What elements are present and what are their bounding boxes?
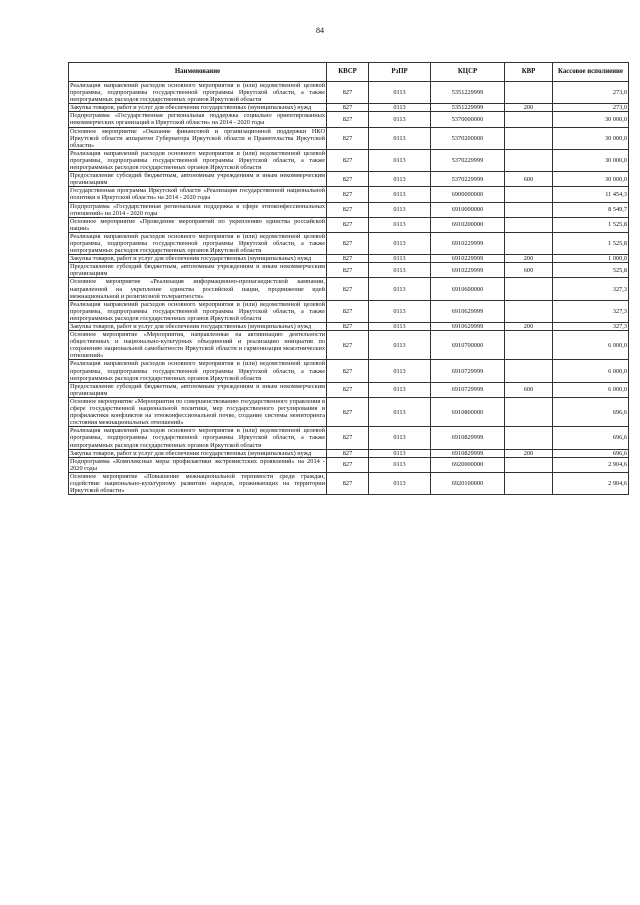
cell-sum: 696,6 xyxy=(553,449,629,457)
cell-kvsr: 827 xyxy=(327,263,369,278)
cell-rzpr: 0113 xyxy=(369,104,431,112)
cell-name: Основное мероприятие «Мероприятия по совершенствованию государственного управления в сфере государственной национальной политики, мер государственного регулирования и профилактики конфликтов на этноконфессиональной почве, создание системы мониторинга состояния межнациональных отношений» xyxy=(70,397,325,427)
cell-name: Реализация направлений расходов основного мероприятия и (или) ведомственной целевой программы, подпрограммы государственной программы Иркутской области, а также непрограммных расходов государственных органов Иркутской области xyxy=(70,149,325,172)
cell-sum: 525,8 xyxy=(553,263,629,278)
cell-sum: 273,0 xyxy=(553,82,629,104)
cell-kvsr: 827 xyxy=(327,232,369,254)
cell-kvr xyxy=(505,82,553,104)
cell-sum: 6 000,0 xyxy=(553,382,629,397)
cell-kcsr: 5351229999 xyxy=(431,82,505,104)
table-row xyxy=(69,187,629,202)
cell-kvsr: 827 xyxy=(327,397,369,426)
cell-kvsr: 827 xyxy=(327,104,369,112)
cell-rzpr: 0113 xyxy=(369,202,431,217)
cell-kcsr: 6910229999 xyxy=(431,263,505,278)
cell-rzpr: 0113 xyxy=(369,449,431,457)
cell-sum: 6 000,0 xyxy=(553,360,629,382)
cell-kvr xyxy=(505,397,553,426)
cell-sum: 11 454,3 xyxy=(553,187,629,202)
cell-rzpr: 0113 xyxy=(369,255,431,263)
cell-sum: 273,0 xyxy=(553,104,629,112)
cell-kvr: 200 xyxy=(505,449,553,457)
cell-rzpr: 0113 xyxy=(369,331,431,360)
cell-rzpr: 0113 xyxy=(369,82,431,104)
cell-kvsr: 827 xyxy=(327,449,369,457)
cell-kcsr: 6900000000 xyxy=(431,187,505,202)
cell-rzpr: 0113 xyxy=(369,278,431,300)
table-row xyxy=(69,427,629,449)
cell-kvsr: 827 xyxy=(327,187,369,202)
cell-name: Предоставление субсидий бюджетным, автономным учреждениям и иным некоммерческим организациям xyxy=(70,172,325,187)
cell-name: Реализация направлений расходов основного мероприятия и (или) ведомственной целевой программы, подпрограммы государственной программы Иркутской области, а также непрограммных расходов государственных органов Иркутской области xyxy=(70,427,325,449)
cell-kcsr: 6910229999 xyxy=(431,232,505,254)
cell-name: Реализация направлений расходов основного мероприятия и (или) ведомственной целевой программы, подпрограммы государственной программы Иркутской области, а также непрограммных расходов государственных органов Иркутской области xyxy=(70,82,325,104)
cell-kvr xyxy=(505,149,553,171)
cell-rzpr: 0113 xyxy=(369,300,431,322)
cell-name: Основное мероприятие «Повышение межнациональной терпимости среди граждан, содействие национально-культурному развитию народов, проживающих на территории Иркутской области» xyxy=(70,472,325,495)
table-row xyxy=(69,127,629,149)
cell-name: Реализация направлений расходов основного мероприятия и (или) ведомственной целевой программы, подпрограммы государственной программы Иркутской области, а также непрограммных расходов государственных органов Иркутской области xyxy=(70,360,325,382)
table-row xyxy=(69,323,629,331)
cell-kvsr: 827 xyxy=(327,112,369,127)
cell-name: Подпрограмма «Государственная региональная поддержка социально ориентированных некоммерческих организаций в Иркутской области» на 2014 - 2020 годы xyxy=(70,112,325,127)
cell-kvsr: 827 xyxy=(327,172,369,187)
cell-rzpr: 0113 xyxy=(369,427,431,449)
cell-kvsr: 827 xyxy=(327,300,369,322)
cell-name: Основное мероприятие «Оказание финансовой и организационной поддержки НКО Иркутской области аппаратом Губернатора Иркутской области и Правительства Иркутской области» xyxy=(70,127,325,149)
cell-sum: 30 000,0 xyxy=(553,172,629,187)
cell-kcsr: 5370200000 xyxy=(431,127,505,149)
table-row xyxy=(69,457,629,472)
budget-execution-table xyxy=(68,62,629,495)
cell-kcsr: 6910829999 xyxy=(431,449,505,457)
cell-name: Подпрограмма «Государственная региональная поддержка в сфере этноконфессиональных отношений» на 2014 - 2020 годы xyxy=(70,202,325,217)
cell-kvr xyxy=(505,300,553,322)
cell-name: Закупка товаров, работ и услуг для обеспечения государственных (муниципальных) нужд xyxy=(69,104,327,112)
cell-kvsr: 827 xyxy=(327,202,369,217)
cell-rzpr: 0113 xyxy=(369,263,431,278)
cell-kvsr: 827 xyxy=(327,127,369,149)
cell-kvr: 600 xyxy=(505,263,553,278)
cell-kvsr: 827 xyxy=(327,331,369,360)
table-row xyxy=(69,149,629,171)
header-rzpr: РзПР xyxy=(369,63,431,82)
cell-kvr xyxy=(505,457,553,472)
cell-kcsr: 6910700000 xyxy=(431,331,505,360)
cell-kvsr: 827 xyxy=(327,457,369,472)
cell-rzpr: 0113 xyxy=(369,360,431,382)
cell-name: Государственная программа Иркутской области «Реализация государственной национальной политики в Иркутской области» на 2014 - 2020 годы xyxy=(70,187,325,202)
cell-rzpr: 0113 xyxy=(369,217,431,232)
table-row xyxy=(69,255,629,263)
cell-kcsr: 6910000000 xyxy=(431,202,505,217)
cell-sum: 696,6 xyxy=(553,397,629,426)
cell-rzpr: 0113 xyxy=(369,232,431,254)
cell-kcsr: 6910229999 xyxy=(431,255,505,263)
cell-kcsr: 6910729999 xyxy=(431,382,505,397)
cell-kvr xyxy=(505,202,553,217)
cell-sum: 8 549,7 xyxy=(553,202,629,217)
header-kvsr: КВСР xyxy=(327,63,369,82)
cell-kvr xyxy=(505,217,553,232)
table-header-row xyxy=(69,63,629,82)
cell-rzpr: 0113 xyxy=(369,149,431,171)
cell-kvr xyxy=(505,472,553,494)
cell-rzpr: 0113 xyxy=(369,172,431,187)
cell-kcsr: 6910200000 xyxy=(431,217,505,232)
cell-name: Закупка товаров, работ и услуг для обеспечения государственных (муниципальных) нужд xyxy=(69,449,327,457)
cell-sum: 1 000,0 xyxy=(553,255,629,263)
cell-name: Основное мероприятие «Проведение мероприятий по укреплению единства российской нации» xyxy=(70,217,325,232)
cell-kvr xyxy=(505,427,553,449)
cell-kvr: 200 xyxy=(505,255,553,263)
cell-sum: 1 525,8 xyxy=(553,232,629,254)
table-row xyxy=(69,232,629,254)
table-row xyxy=(69,382,629,397)
cell-kvr xyxy=(505,278,553,300)
cell-sum: 696,6 xyxy=(553,427,629,449)
cell-kvr xyxy=(505,331,553,360)
table-row xyxy=(69,263,629,278)
table-row xyxy=(69,300,629,322)
cell-kvr: 200 xyxy=(505,323,553,331)
cell-kvsr: 827 xyxy=(327,82,369,104)
cell-name: Основное мероприятие «Реализация информационно-пропагандистской кампании, направленной на укрепление единства российской нации, продвижение идей межнациональной и религиозной толерантности» xyxy=(70,278,325,300)
table-row xyxy=(69,397,629,426)
cell-rzpr: 0113 xyxy=(369,127,431,149)
cell-kcsr: 6910829999 xyxy=(431,427,505,449)
cell-kvsr: 827 xyxy=(327,382,369,397)
table-row xyxy=(69,82,629,104)
cell-kvr xyxy=(505,232,553,254)
cell-name: Реализация направлений расходов основного мероприятия и (или) ведомственной целевой программы, подпрограммы государственной программы Иркутской области, а также непрограммных расходов государственных органов Иркутской области xyxy=(70,300,325,322)
cell-name: Предоставление субсидий бюджетным, автономным учреждениям и иным некоммерческим организациям xyxy=(70,263,325,278)
cell-kcsr: 6910629999 xyxy=(431,300,505,322)
cell-kvr xyxy=(505,127,553,149)
cell-kcsr: 5351229999 xyxy=(431,104,505,112)
header-sum: Кассовое исполнение xyxy=(553,63,629,82)
cell-sum: 30 000,0 xyxy=(553,149,629,171)
cell-sum: 327,3 xyxy=(553,323,629,331)
table-row xyxy=(69,202,629,217)
cell-kcsr: 5370229999 xyxy=(431,149,505,171)
cell-name: Предоставление субсидий бюджетным, автономным учреждениям и иным некоммерческим организациям xyxy=(70,382,325,397)
header-kvr: КВР xyxy=(505,63,553,82)
table-row xyxy=(69,172,629,187)
cell-sum: 30 000,0 xyxy=(553,127,629,149)
cell-kvr: 600 xyxy=(505,172,553,187)
cell-kvr xyxy=(505,112,553,127)
cell-sum: 2 904,6 xyxy=(553,457,629,472)
cell-sum: 6 000,0 xyxy=(553,331,629,360)
cell-name: Закупка товаров, работ и услуг для обеспечения государственных (муниципальных) нужд xyxy=(69,255,327,263)
cell-rzpr: 0113 xyxy=(369,112,431,127)
cell-kvr xyxy=(505,360,553,382)
cell-kvsr: 827 xyxy=(327,427,369,449)
cell-rzpr: 0113 xyxy=(369,397,431,426)
cell-kcsr: 5370229999 xyxy=(431,172,505,187)
table-row xyxy=(69,449,629,457)
table-row xyxy=(69,104,629,112)
cell-kvsr: 827 xyxy=(327,217,369,232)
cell-kcsr: 5370000000 xyxy=(431,112,505,127)
cell-kvsr: 827 xyxy=(327,323,369,331)
cell-rzpr: 0113 xyxy=(369,187,431,202)
table-body xyxy=(69,82,629,495)
cell-kcsr: 6910800000 xyxy=(431,397,505,426)
cell-sum: 2 904,6 xyxy=(553,472,629,494)
table-row xyxy=(69,472,629,494)
cell-kcsr: 6920100000 xyxy=(431,472,505,494)
cell-kcsr: 6910729999 xyxy=(431,360,505,382)
cell-sum: 1 525,8 xyxy=(553,217,629,232)
cell-kvr xyxy=(505,187,553,202)
cell-name: Реализация направлений расходов основного мероприятия и (или) ведомственной целевой программы, подпрограммы государственной программы Иркутской области, а также непрограммных расходов государственных органов Иркутской области xyxy=(70,232,325,255)
page-number: 84 xyxy=(316,26,324,35)
cell-kvsr: 827 xyxy=(327,149,369,171)
cell-kvr: 200 xyxy=(505,104,553,112)
table-row xyxy=(69,217,629,232)
header-kcsr: КЦСР xyxy=(431,63,505,82)
cell-kvr: 600 xyxy=(505,382,553,397)
table-row xyxy=(69,331,629,360)
cell-kvsr: 827 xyxy=(327,255,369,263)
table-row xyxy=(69,278,629,300)
cell-sum: 327,3 xyxy=(553,278,629,300)
cell-kcsr: 6920000000 xyxy=(431,457,505,472)
table-row xyxy=(69,360,629,382)
cell-kvsr: 827 xyxy=(327,472,369,494)
cell-rzpr: 0113 xyxy=(369,323,431,331)
cell-name: Основное мероприятие «Мероприятия, направленные на активизацию деятельности общественных и национально-культурных объединений и реализацию инициатив по сохранению национальной самобытности Иркутской области и гармонизация межэтнических отношений» xyxy=(70,331,325,360)
cell-kcsr: 6910600000 xyxy=(431,278,505,300)
cell-kvsr: 827 xyxy=(327,278,369,300)
header-name: Наименование xyxy=(69,63,327,82)
cell-kcsr: 6910629999 xyxy=(431,323,505,331)
cell-name: Подпрограмма «Комплексные меры профилактики экстремистских проявлений» на 2014 - 2020 годы xyxy=(70,457,325,472)
cell-rzpr: 0113 xyxy=(369,382,431,397)
cell-kvsr: 827 xyxy=(327,360,369,382)
cell-name: Закупка товаров, работ и услуг для обеспечения государственных (муниципальных) нужд xyxy=(69,323,327,331)
cell-sum: 327,3 xyxy=(553,300,629,322)
cell-rzpr: 0113 xyxy=(369,472,431,494)
table-row xyxy=(69,112,629,127)
cell-sum: 30 000,0 xyxy=(553,112,629,127)
cell-rzpr: 0113 xyxy=(369,457,431,472)
